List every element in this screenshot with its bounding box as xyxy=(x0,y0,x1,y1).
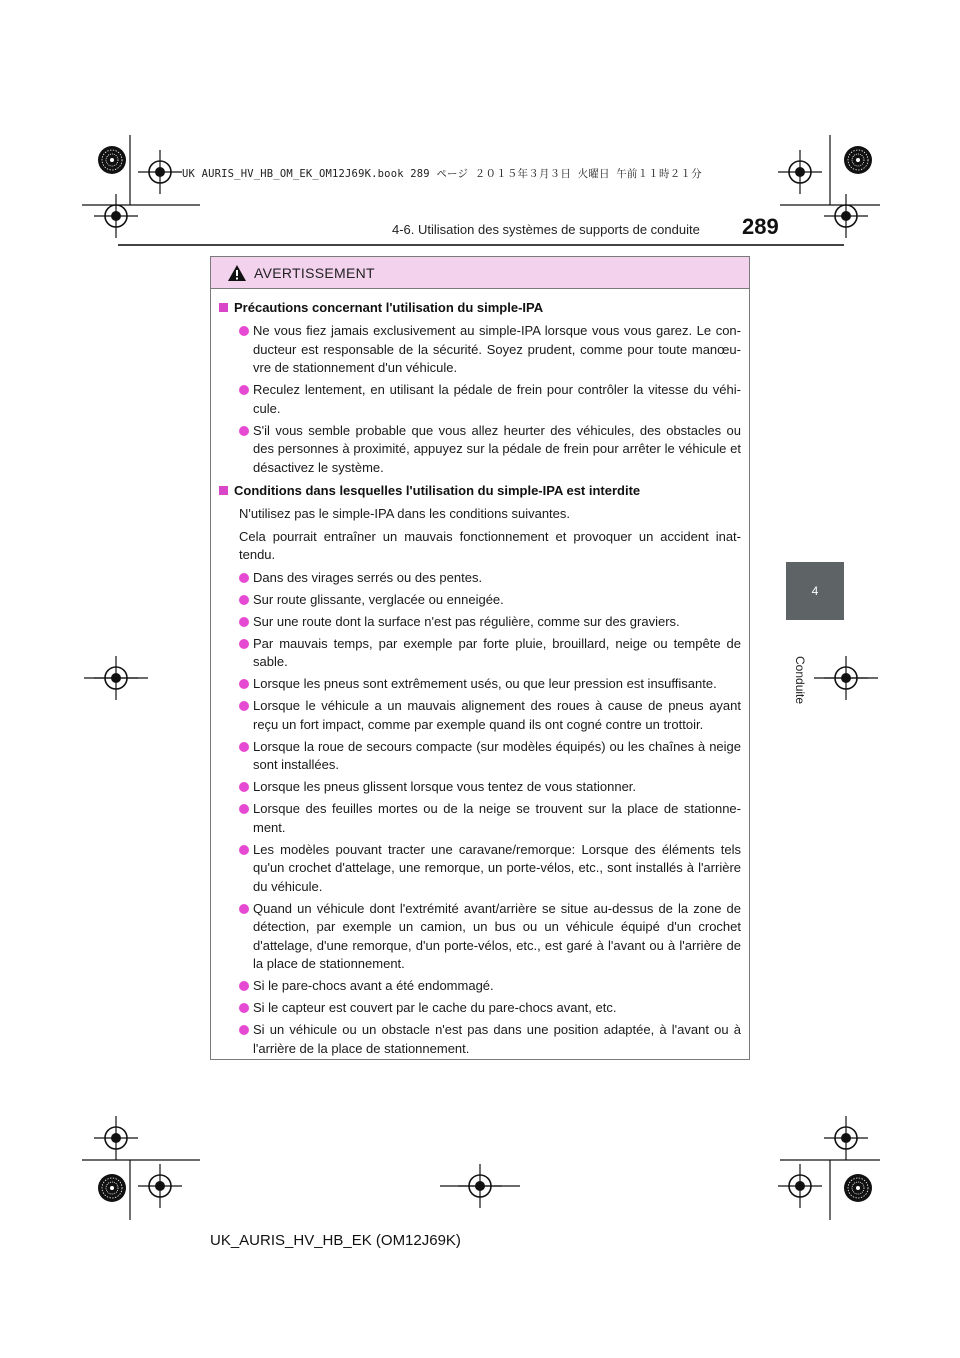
section-heading xyxy=(219,298,741,317)
list-item xyxy=(239,569,741,588)
list-item xyxy=(239,900,741,974)
bullet-list xyxy=(219,322,741,477)
footer-reference: UK_AURIS_HV_HB_EK (OM12J69K) xyxy=(210,1232,461,1249)
round-bullet-icon xyxy=(239,981,249,991)
round-bullet-icon xyxy=(239,804,249,814)
list-item xyxy=(239,977,741,996)
list-item xyxy=(239,778,741,797)
round-bullet-icon xyxy=(239,385,249,395)
rosette-mark-top-left xyxy=(98,146,126,174)
list-item-text: Dans des virages serrés ou des pentes. xyxy=(253,569,483,585)
list-item-text: Par mauvais temps, par exemple par forte pluie, brouillard, neige ou tempête de sable. xyxy=(253,635,741,669)
bullet-list xyxy=(219,569,741,1059)
chapter-number: 4 xyxy=(811,584,819,598)
list-item xyxy=(239,635,741,672)
list-item xyxy=(239,381,741,418)
warning-header xyxy=(211,257,749,289)
round-bullet-icon xyxy=(239,679,249,689)
list-item xyxy=(239,697,741,734)
list-item-text: Lorsque le véhicule a un mauvais alignement des roues à cause de pneus ayant reçu un fort impact, comme par exemple quand ils ont cogné contre un trottoir. xyxy=(253,698,741,732)
list-item xyxy=(239,322,741,378)
section-heading-text: Précautions concernant l'utilisation du simple-IPA xyxy=(234,300,544,315)
list-item xyxy=(239,1021,741,1058)
paragraph: N'utilisez pas le simple-IPA dans les conditions suivantes. xyxy=(239,506,571,521)
list-item xyxy=(239,841,741,897)
section-heading xyxy=(219,481,741,500)
list-item-text: Si le pare-chocs avant a été endommagé. xyxy=(253,978,494,993)
list-item-text: Lorsque la roue de secours compacte (sur modèles équipés) ou les chaînes à neige sont installées. xyxy=(253,738,741,772)
square-bullet-icon xyxy=(219,303,228,312)
section-title: 4-6. Utilisation des systèmes de supports de conduite xyxy=(392,222,700,237)
round-bullet-icon xyxy=(239,904,249,914)
chapter-tab xyxy=(786,562,844,620)
square-bullet-icon xyxy=(219,486,228,495)
rosette-mark-bottom-right xyxy=(844,1174,872,1202)
list-item-text: Sur une route dont la surface n'est pas régulière, comme sur des graviers. xyxy=(253,613,680,629)
list-item-text: Lorsque les pneus sont extrêmement usés, ou que leur pression est insuffisante. xyxy=(253,676,717,691)
warning-title: AVERTISSEMENT xyxy=(254,264,375,281)
list-item-text: Quand un véhicule dont l'extrémité avant/arrière se situe au-dessus de la zone de détection, par exemple un camion, un bus ou un véhicule équipé d'un crochet d'attelage, d'une remorque, d'un porte-vélos, etc., est garé à l'avant ou à l'arrière de la place de stationnement. xyxy=(253,900,741,971)
list-item xyxy=(239,422,741,478)
round-bullet-icon xyxy=(239,573,249,583)
list-item-text: Si le capteur est couvert par le cache du pare-chocs avant, etc. xyxy=(253,1000,617,1015)
list-item-text: Reculez lentement, en utilisant la pédale de frein pour contrôler la vitesse du véhi-cule. xyxy=(253,382,741,416)
round-bullet-icon xyxy=(239,426,249,436)
list-item-text: Lorsque les pneus glissent lorsque vous tentez de vous stationner. xyxy=(253,779,637,794)
round-bullet-icon xyxy=(239,701,249,711)
list-item xyxy=(239,800,741,837)
round-bullet-icon xyxy=(239,595,249,605)
list-item xyxy=(239,591,741,610)
chapter-label: Conduite xyxy=(793,656,807,705)
list-item xyxy=(239,999,741,1018)
round-bullet-icon xyxy=(239,326,249,336)
round-bullet-icon xyxy=(239,845,249,855)
round-bullet-icon xyxy=(239,1003,249,1013)
round-bullet-icon xyxy=(239,782,249,792)
warning-triangle-icon xyxy=(227,264,247,282)
list-item xyxy=(239,613,741,632)
warning-body xyxy=(211,289,749,1058)
header-rule xyxy=(118,244,844,246)
round-bullet-icon xyxy=(239,639,249,649)
rosette-mark-top-right xyxy=(844,146,872,174)
round-bullet-icon xyxy=(239,742,249,752)
warning-box xyxy=(210,256,750,1060)
list-item-text: Ne vous fiez jamais exclusivement au simple-IPA lorsque vous vous garez. Le con-ducteur est responsable de la sécurité. Soyez prudent, comme pour toute manœu-vre de stationnement d'un véhicule. xyxy=(253,323,741,375)
list-item-text: Lorsque des feuilles mortes ou de la neige se trouvent sur la place de stationne-ment. xyxy=(253,801,741,835)
list-item-text: Les modèles pouvant tracter une caravane/remorque: Lorsque des éléments tels qu'un crochet d'attelage, une remorque, un porte-vélos, etc., sont installés à l'arrière du véhicule. xyxy=(253,841,741,894)
list-item-text: Sur route glissante, verglacée ou enneigée. xyxy=(253,591,504,607)
section-heading-text: Conditions dans lesquelles l'utilisation du simple-IPA est interdite xyxy=(234,483,641,498)
page-number: 289 xyxy=(742,214,779,239)
paragraph: Cela pourrait entraîner un mauvais fonctionnement et provoquer un accident inat-tendu. xyxy=(239,528,741,562)
rosette-mark-bottom-left xyxy=(98,1174,126,1202)
round-bullet-icon xyxy=(239,1025,249,1035)
list-item xyxy=(239,738,741,775)
list-item xyxy=(239,675,741,694)
list-item-text: Si un véhicule ou un obstacle n'est pas dans une position adaptée, à l'avant ou à l'arrière de la place de stationnement. xyxy=(253,1022,741,1056)
print-metadata-line: UK AURIS_HV_HB_OM_EK_OM12J69K.book 289 ページ ２０１５年３月３日 火曜日 午前１１時２１分 xyxy=(182,168,702,180)
list-item-text: S'il vous semble probable que vous allez heurter des véhicules, des obstacles ou des personnes à proximité, appuyez sur la pédale de frein pour arrêter le véhicule et désactivez le système. xyxy=(253,422,741,475)
round-bullet-icon xyxy=(239,617,249,627)
